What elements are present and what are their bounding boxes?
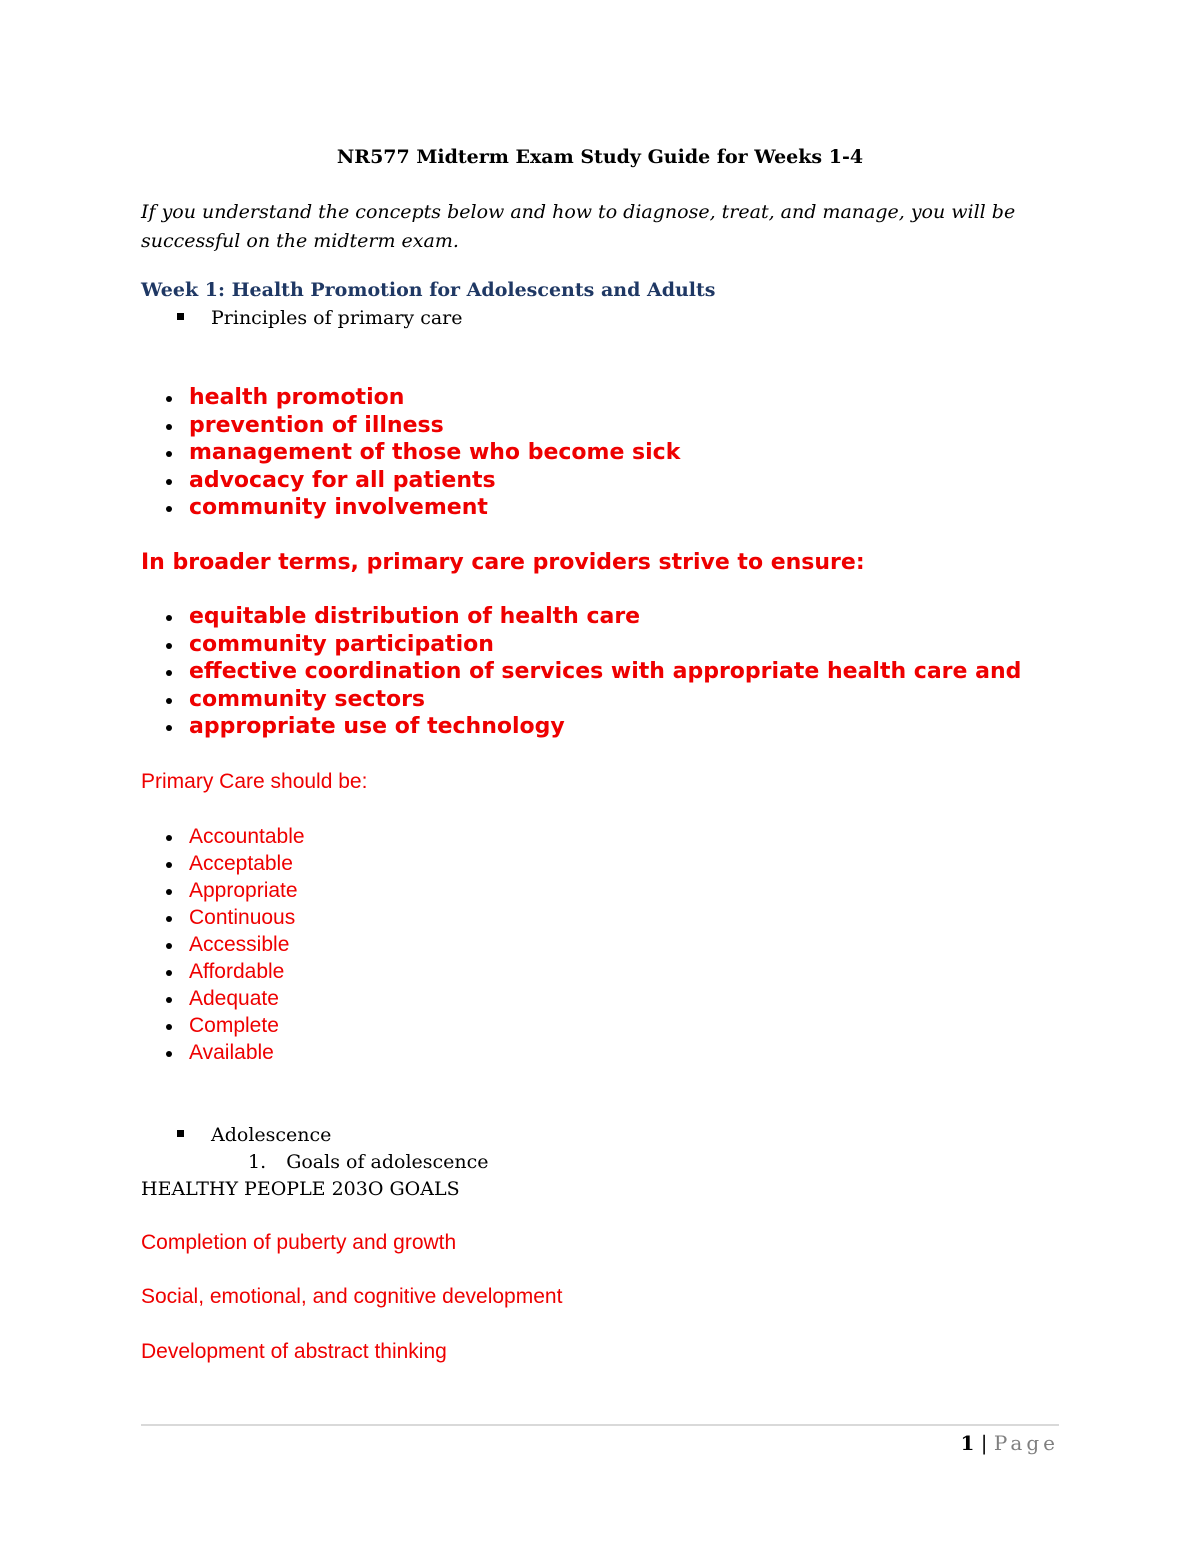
list-item: Appropriate	[189, 877, 305, 904]
principles-item	[211, 307, 463, 329]
document-title: NR577 Midterm Exam Study Guide for Weeks 1-4	[336, 146, 864, 168]
list-item: Available	[189, 1039, 305, 1066]
page-number: 1	[960, 1431, 975, 1455]
list-item: Complete	[189, 1012, 305, 1039]
goals-item-label: Goals of adolescence	[286, 1151, 489, 1173]
list-item: prevention of illness	[189, 412, 680, 440]
page-label: Page	[993, 1431, 1059, 1455]
list-item: advocacy for all patients	[189, 467, 680, 495]
adolescence-item-label: Adolescence	[211, 1124, 332, 1146]
goal-line: Completion of puberty and growth	[141, 1231, 457, 1254]
intro-paragraph: If you understand the concepts below and how to diagnose, treat, and manage, you will be successful on the midterm exam.	[141, 201, 1016, 252]
goal-line: Social, emotional, and cognitive development	[141, 1285, 563, 1308]
list-item: management of those who become sick	[189, 440, 681, 465]
list-item: Accessible	[189, 931, 305, 958]
list-item: community sectors	[189, 686, 1021, 714]
list-item: community involvement	[189, 494, 680, 522]
list-item: health promotion	[189, 384, 680, 412]
list-item: Acceptable	[189, 850, 305, 877]
list-item: equitable distribution of health care	[189, 603, 1021, 631]
list-item: effective coordination of services with appropriate health care and	[189, 659, 1022, 684]
principles-list	[189, 384, 680, 522]
list-item: community participation	[189, 631, 1021, 659]
square-bullet-icon	[177, 313, 184, 320]
list-item: appropriate use of technology	[189, 713, 1021, 741]
principles-item-label: Principles of primary care	[211, 307, 463, 329]
list-number: 1.	[248, 1151, 267, 1173]
broader-terms-heading: In broader terms, primary care providers strive to ensure:	[141, 550, 865, 575]
week1-heading: Week 1: Health Promotion for Adolescents and Adults	[141, 279, 716, 301]
list-item: Accountable	[189, 825, 305, 848]
healthy-people-heading: HEALTHY PEOPLE 203O GOALS	[141, 1178, 460, 1200]
list-item: Affordable	[189, 958, 305, 985]
broader-list	[189, 603, 1021, 741]
footer-divider	[141, 1424, 1059, 1426]
footer-separator: |	[980, 1431, 988, 1455]
page-footer	[960, 1431, 1059, 1455]
goals-of-adolescence-item	[248, 1151, 489, 1173]
goal-line: Development of abstract thinking	[141, 1340, 447, 1363]
adolescence-item	[211, 1124, 331, 1146]
should-be-heading: Primary Care should be:	[141, 770, 368, 793]
list-item: Continuous	[189, 904, 305, 931]
list-item: Adequate	[189, 985, 305, 1012]
should-be-list	[189, 823, 305, 1066]
square-bullet-icon	[177, 1130, 184, 1137]
